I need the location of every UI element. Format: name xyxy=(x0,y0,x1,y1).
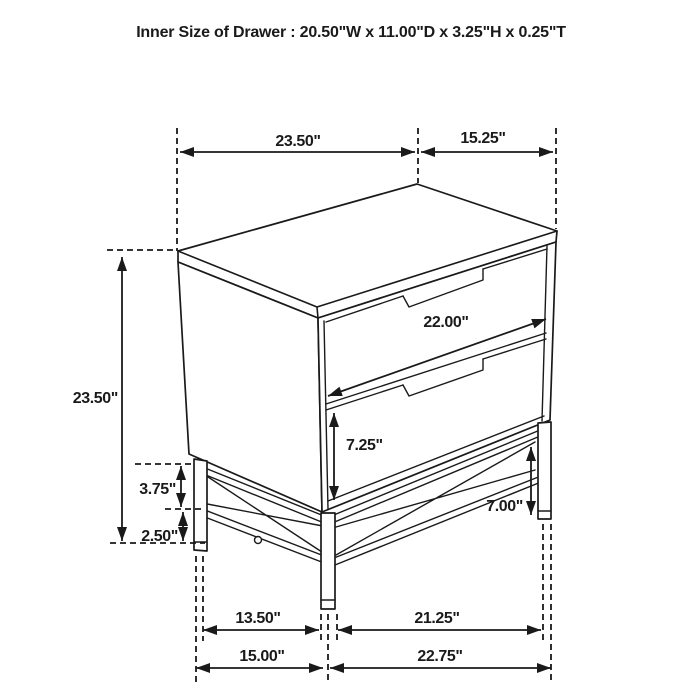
foot-caps xyxy=(194,511,551,600)
right-leg xyxy=(538,422,551,519)
dim-base-lower xyxy=(141,512,183,545)
dim-top-depth-label: 15.25" xyxy=(460,130,506,147)
left-leg xyxy=(194,459,207,551)
dim-front-leg-span xyxy=(203,610,319,630)
screw-hole xyxy=(255,537,262,544)
dim-base-clearance-label: 7.00" xyxy=(486,498,523,515)
dim-base-upper-label: 3.75" xyxy=(139,481,176,498)
dim-overall-height-label: 23.50" xyxy=(72,390,118,407)
dim-drawer-width-label: 22.00" xyxy=(423,314,469,331)
dim-drawer-height-label: 7.25" xyxy=(346,437,383,454)
front-leg xyxy=(321,513,335,609)
dim-top-width xyxy=(180,133,415,152)
dim-side-foot-span-label: 22.75" xyxy=(417,648,463,665)
dim-side-foot-span xyxy=(330,648,551,668)
dim-front-foot-span xyxy=(196,648,323,668)
dim-top-depth xyxy=(421,130,553,152)
dim-side-leg-span-label: 21.25" xyxy=(414,610,460,627)
dim-base-upper xyxy=(139,466,181,507)
dim-overall-height xyxy=(73,257,122,541)
dim-front-leg-span-label: 13.50" xyxy=(235,610,281,627)
dim-side-leg-span xyxy=(338,610,541,630)
left-stretcher xyxy=(197,507,332,566)
diagram-title: Inner Size of Drawer : 20.50"W x 11.00"D x 3.25"H x 0.25"T xyxy=(136,24,566,41)
dim-top-width-label: 23.50" xyxy=(275,133,321,150)
dim-front-foot-span-label: 15.00" xyxy=(239,648,285,665)
dim-base-lower-label: 2.50" xyxy=(141,528,178,545)
nightstand-drawing xyxy=(178,184,557,609)
